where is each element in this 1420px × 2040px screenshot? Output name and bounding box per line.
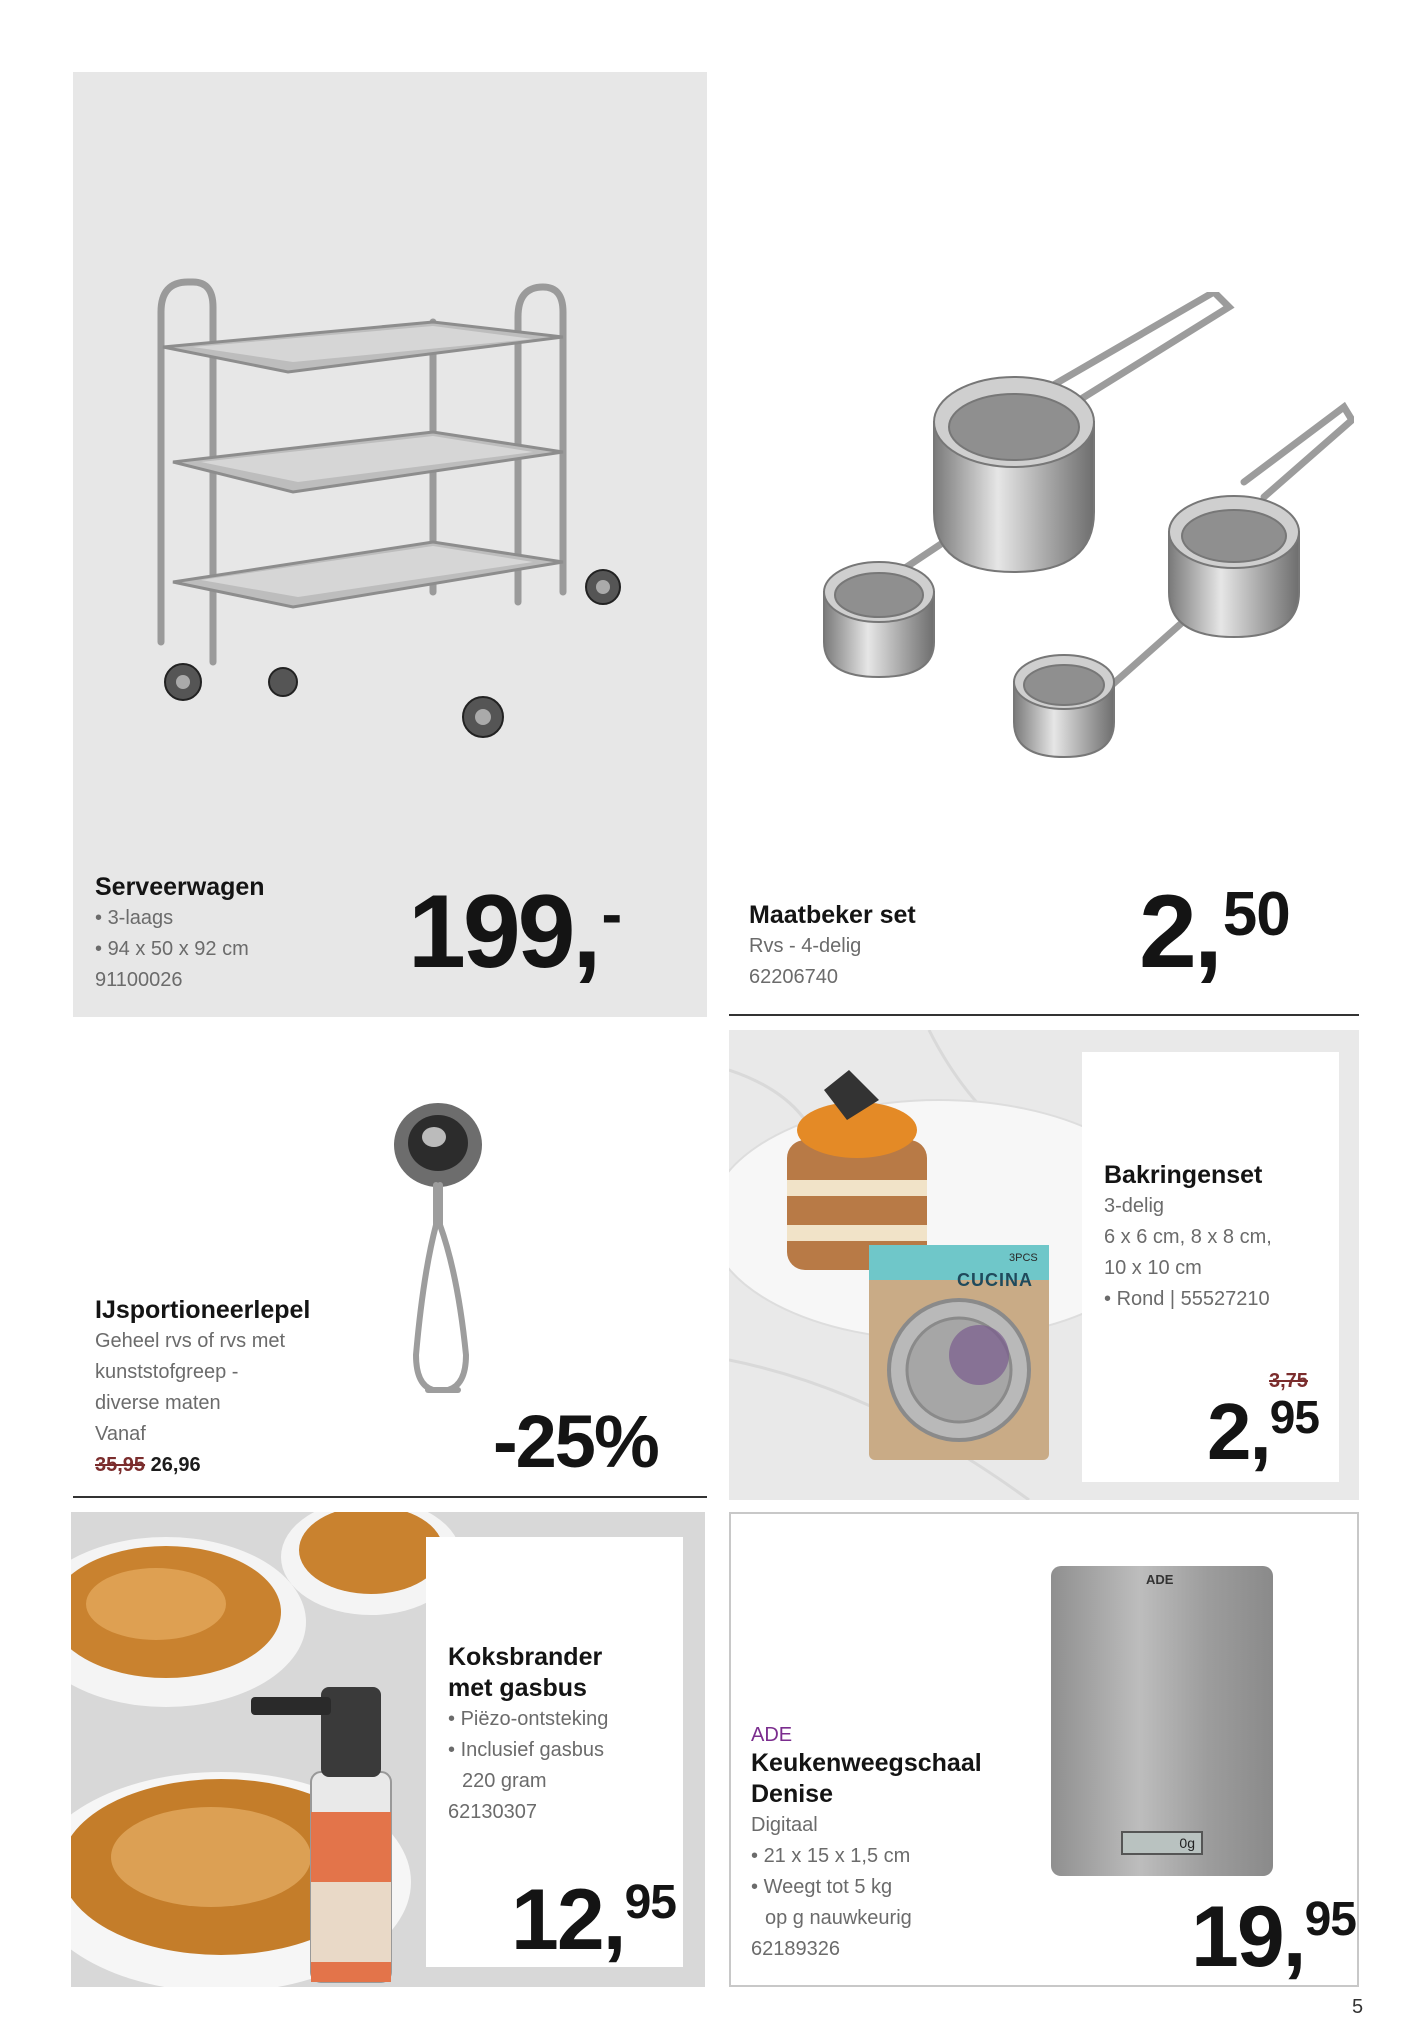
product-maatbeker (729, 72, 1359, 1017)
old-price: 35,95 (95, 1454, 146, 1476)
price-line (95, 1450, 310, 1481)
price (1191, 1889, 1356, 1985)
scale-display: 0g (1121, 1831, 1203, 1855)
desc-line: 6 x 6 cm, 8 x 8 cm, (1104, 1226, 1272, 1248)
spec-line: • 94 x 50 x 92 cm (95, 934, 265, 965)
product-desc: Digitaal (751, 1814, 818, 1836)
price-sep: , (1282, 1889, 1305, 1985)
product-title: Denise (751, 1780, 833, 1808)
serving-cart-image (133, 262, 633, 782)
price (1139, 874, 1290, 990)
product-title: Maatbeker set (749, 901, 916, 929)
product-ijsportioneerlepel (73, 1030, 707, 1500)
price (1207, 1387, 1319, 1476)
desc-line: Vanaf (95, 1423, 146, 1445)
desc-line: diverse maten (95, 1392, 221, 1414)
product-koksbrander (71, 1512, 705, 1987)
ice-cream-scoop-image (388, 1095, 568, 1425)
price-cents: 50 (1222, 880, 1290, 949)
spec-line: • Weegt tot 5 kg (751, 1872, 982, 1903)
product-title: Serveerwagen (95, 873, 265, 901)
measuring-cups-image (774, 292, 1354, 852)
price-main: 12 (511, 1872, 603, 1968)
spec-line: • 3-laags (95, 903, 265, 934)
sku: 91100026 (95, 969, 183, 991)
spec-line: op g nauwkeurig (765, 1907, 912, 1929)
product-title: Keukenweegschaal (751, 1749, 982, 1777)
scale-brand: ADE (1146, 1572, 1174, 1587)
info-box (426, 1537, 683, 1967)
price-cents: 95 (1269, 1391, 1319, 1443)
price-sep: , (1249, 1387, 1270, 1476)
product-title: IJsportioneerlepel (95, 1296, 311, 1324)
desc-line: Geheel rvs of rvs met (95, 1330, 286, 1352)
price-cents: 95 (624, 1876, 676, 1929)
sku: 62189326 (751, 1938, 840, 1960)
discount-badge: -25% (493, 1400, 658, 1483)
brand-label: ADE (751, 1724, 793, 1746)
info-box (1082, 1052, 1339, 1482)
price (408, 874, 622, 990)
price (511, 1872, 676, 1968)
product-title: met gasbus (448, 1674, 587, 1702)
old-price: 3,75 (1269, 1370, 1308, 1392)
divider (729, 1014, 1359, 1016)
desc-line: 10 x 10 cm (1104, 1257, 1202, 1279)
product-weegschaal (729, 1512, 1359, 1987)
scale-image (1051, 1566, 1273, 1876)
price-main: 199 (408, 874, 573, 990)
price-cents: 95 (1304, 1893, 1356, 1946)
price-sep: , (1193, 874, 1223, 990)
product-serveerwagen (73, 72, 707, 1017)
page-number: 5 (1352, 1996, 1364, 2018)
price-main: 2 (1139, 874, 1194, 990)
package-brand: CUCINA (957, 1270, 1033, 1290)
new-price: 26,96 (150, 1454, 201, 1476)
divider (73, 1496, 707, 1498)
package-count: 3PCS (1009, 1252, 1038, 1264)
desc-line: 3-delig (1104, 1195, 1165, 1217)
spec-line: • 21 x 15 x 1,5 cm (751, 1841, 982, 1872)
price-cents: - (601, 880, 622, 949)
product-desc: Rvs - 4-delig (749, 935, 862, 957)
price-sep: , (602, 1872, 625, 1968)
product-bakringenset (729, 1030, 1359, 1500)
price-main: 19 (1191, 1889, 1283, 1985)
product-title: Koksbrander (448, 1643, 603, 1671)
sku: 62130307 (448, 1801, 537, 1823)
price-main: 2 (1207, 1387, 1250, 1476)
price-sep: , (572, 874, 602, 990)
desc-line: kunststofgreep - (95, 1361, 239, 1383)
spec-line: • Inclusief gasbus (448, 1735, 608, 1766)
spec-line: 220 gram (462, 1770, 547, 1792)
sku: 62206740 (749, 966, 838, 988)
spec-line: • Rond | 55527210 (1104, 1284, 1272, 1315)
product-title: Bakringenset (1104, 1161, 1263, 1189)
spec-line: • Piëzo-ontsteking (448, 1704, 608, 1735)
